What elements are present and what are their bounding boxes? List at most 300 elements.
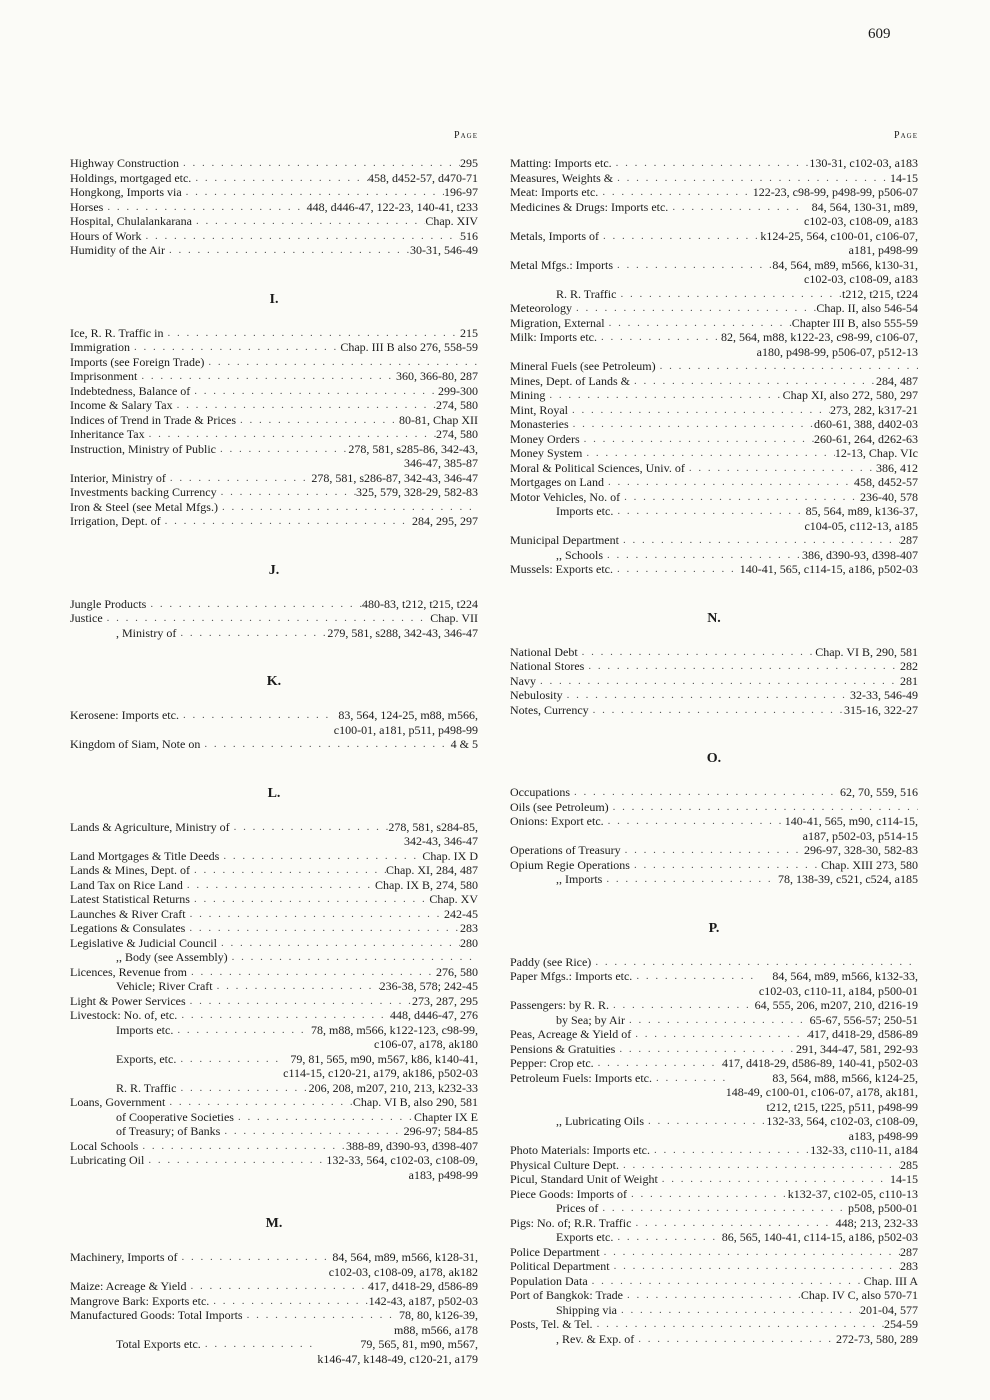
entry-name: Mines, Dept. of Lands & [510, 373, 630, 388]
entry-page-refs: 14-15 [890, 1172, 918, 1186]
leader-dots [629, 1013, 810, 1028]
leader-dots [572, 403, 830, 418]
entry-name: National Stores [510, 659, 585, 673]
leader-dots [617, 504, 804, 519]
leader-dots [595, 955, 918, 970]
entry-name: Inheritance Tax [70, 427, 145, 441]
index-entry [510, 287, 918, 302]
leader-dots [224, 1124, 403, 1139]
entry-page-refs: 14-15 [890, 170, 918, 185]
index-entry [70, 708, 478, 737]
entry-page-refs: 62, 70, 559, 516 [840, 785, 918, 799]
leader-dots [617, 562, 740, 577]
entry-name: Operations of Treasury [510, 843, 621, 857]
entry-page-refs: 291, 344-47, 581, 292-93 [796, 1041, 918, 1056]
entry-page-refs: 388-89, d390-93, d398-407 [346, 1138, 478, 1153]
leader-dots [220, 442, 348, 457]
entry-name: Kingdom of Siam, Note on [70, 737, 201, 751]
entry-page-refs: 78, 138-39, c521, c524, a185 [778, 872, 918, 886]
entry-page-refs: 64, 555, 206, m207, 210, d216-19 [754, 998, 918, 1012]
entry-name: Shipping via [556, 1302, 618, 1317]
entry-name: Prices of [556, 1201, 599, 1215]
entry-page-refs: 448; 213, 232-33 [835, 1215, 918, 1230]
index-entry [70, 1023, 478, 1052]
entry-page-refs: Chapter III B, also 555-59 [791, 315, 918, 330]
section-letter: L. [267, 785, 281, 801]
entry-name: of Cooperative Societies [116, 1109, 234, 1124]
entry-name: Medicines & Drugs: Imports etc. [510, 199, 669, 214]
leader-dots [636, 969, 759, 984]
index-entry [510, 301, 918, 316]
index-entry [510, 1274, 918, 1289]
index-entry [70, 1110, 478, 1125]
index-section [510, 156, 918, 577]
entry-name: Imports etc. [116, 1022, 174, 1037]
leader-dots [624, 490, 860, 505]
entry-name: Pepper: Crop etc. [510, 1056, 594, 1070]
entry-name: Occupations [510, 785, 570, 799]
entry-name: National Debt [510, 644, 578, 659]
index-entry [510, 998, 918, 1013]
entry-name: Notes, Currency [510, 702, 589, 717]
index-entry [70, 229, 478, 244]
page-number: 609 [868, 26, 891, 42]
entry-name: Interior, Ministry of [70, 470, 166, 485]
entry-name: Exports etc. [556, 1230, 614, 1244]
index-entry [510, 645, 918, 660]
entry-name: Local Schools [70, 1138, 139, 1153]
index-entry [70, 398, 478, 413]
entry-page-refs: 276, 580 [436, 964, 478, 979]
entry-page-refs: 215 [460, 325, 478, 340]
index-entry [70, 950, 478, 965]
index-entry [510, 1216, 918, 1231]
leader-dots [617, 258, 772, 273]
entry-page-refs: 448, d446-47, 122-23, 140-41, t233 [306, 199, 478, 214]
leader-dots [604, 1245, 900, 1260]
leader-dots [634, 858, 821, 873]
entry-page-refs: 86, 565, 140-41, c114-15, a186, p502-03 [721, 1230, 918, 1244]
entry-name: Legislative & Judicial Council [70, 935, 217, 950]
leader-dots [148, 1153, 326, 1168]
leader-dots [582, 645, 816, 660]
entry-name: Meteorology [510, 301, 572, 315]
entry-page-refs: 274, 580 [436, 398, 478, 412]
leader-dots [689, 461, 876, 476]
entry-page-refs: 285 [900, 1157, 918, 1172]
leader-dots [648, 1114, 766, 1129]
entry-page-refs: 132-33, c110-11, a184 [810, 1143, 918, 1157]
entry-name: Lands & Agriculture, Ministry of [70, 819, 230, 834]
entry-page-refs: 417, d418-29, d586-89 [368, 1279, 478, 1293]
entry-name: Oils (see Petroleum) [510, 799, 609, 814]
leader-dots [186, 185, 444, 200]
entry-page-refs: 287 [900, 1244, 918, 1259]
index-entry [510, 674, 918, 689]
entry-name: Mining [510, 388, 546, 402]
leader-dots [221, 936, 460, 951]
index-entry [70, 1294, 478, 1309]
entry-name: ,, Lubricating Oils [556, 1114, 644, 1128]
leader-dots [141, 369, 396, 384]
index-entry [70, 1008, 478, 1023]
entry-name: Paper Mfgs.: Imports etc. [510, 969, 633, 983]
entry-page-refs: 12-13, Chap. VIc [834, 446, 918, 460]
entry-page-refs: 78, m88, m566, k122-123, c98-99, c106-07, a178, ak180 [311, 1022, 478, 1051]
index-entry [510, 330, 918, 359]
leader-dots [621, 1303, 860, 1318]
leader-dots [180, 1081, 308, 1096]
leader-dots [190, 994, 412, 1009]
entry-page-refs: Chap. VI B, also 290, 581 [352, 1095, 478, 1109]
entry-page-refs: Chap. VI B, 290, 581 [815, 644, 918, 659]
entry-name: Indices of Trend in Trade & Prices [70, 412, 236, 427]
entry-name: Migration, External [510, 315, 605, 330]
leader-dots [616, 156, 810, 171]
entry-name: Vehicle; River Craft [116, 979, 213, 993]
leader-dots [191, 965, 436, 980]
entry-page-refs: 79, 565, 81, m90, m567, k146-47, k148-49, c120-21, a179 [317, 1337, 478, 1366]
leader-dots [620, 287, 842, 302]
index-entry [510, 490, 918, 505]
index-entry [510, 548, 918, 563]
entry-page-refs: 296-97; 584-85 [403, 1124, 478, 1138]
entry-name: Lubricating Oil [70, 1153, 145, 1167]
index-entry [70, 994, 478, 1009]
entry-name: Imports (see Foreign Trade) [70, 354, 205, 369]
entry-name: Imports etc. [556, 504, 614, 518]
entry-name: Moral & Political Sciences, Univ. of [510, 460, 685, 475]
index-entry [70, 907, 478, 922]
leader-dots [194, 384, 438, 399]
index-entry [510, 1013, 918, 1028]
index-entry [510, 359, 918, 374]
entry-name: Mineral Fuels (see Petroleum) [510, 359, 656, 373]
entry-name: Legations & Consulates [70, 921, 186, 935]
leader-dots [634, 374, 876, 389]
entry-name: Meat: Imports etc. [510, 185, 599, 199]
entry-page-refs: 278, 581, s285-86, 342-43, 346-47, 385-87 [348, 441, 478, 470]
entry-name: Kerosene: Imports etc. [70, 708, 179, 722]
entry-name: Manufactured Goods: Total Imports [70, 1308, 243, 1322]
leader-dots [213, 1294, 368, 1309]
entry-page-refs: 142-43, a187, p502-03 [368, 1293, 478, 1308]
page-column-header: Page [454, 130, 478, 141]
entry-page-refs: 132-33, 564, c102-03, c108-09, a183, p498-99 [326, 1153, 478, 1182]
entry-name: Ice, R. R. Traffic in [70, 325, 164, 340]
entry-name: Money System [510, 446, 583, 460]
section-letter: K. [266, 674, 282, 689]
entry-page-refs: 325, 579, 328-29, 582-83 [356, 485, 478, 499]
index-entry [510, 475, 918, 490]
entry-page-refs: k124-25, 564, c100-01, c106-07, a181, p498-99 [760, 228, 918, 257]
index-section [510, 751, 918, 887]
entry-name: Land Mortgages & Title Deeds [70, 848, 220, 863]
entry-name: by Sea; by Air [556, 1012, 625, 1027]
entry-name: Metal Mfgs.: Imports [510, 257, 613, 272]
index-entry [510, 1071, 918, 1115]
index-entry [70, 849, 478, 864]
entry-name: Horses [70, 199, 104, 214]
entry-name: Population Data [510, 1273, 588, 1288]
index-entry [70, 156, 478, 171]
index-entry [510, 403, 918, 418]
index-entry [510, 1259, 918, 1274]
leader-dots [576, 301, 816, 316]
entry-page-refs: 132-33, 564, c102-03, c108-09, a183, p498-99 [766, 1114, 918, 1143]
index-entry [510, 374, 918, 389]
entry-page-refs: 30-31, 546-49 [410, 243, 478, 257]
index-entry [70, 921, 478, 936]
leader-dots [609, 316, 792, 331]
index-entry [70, 597, 478, 612]
leader-dots [234, 820, 389, 835]
index-entry [510, 1317, 918, 1332]
entry-page-refs: 274, 580 [436, 427, 478, 441]
page-column-header: Page [894, 130, 918, 141]
entry-page-refs: Chap XI, also 272, 580, 297 [782, 388, 918, 402]
entry-name: Pigs: No. of; R.R. Traffic [510, 1215, 632, 1230]
leader-dots [134, 340, 340, 355]
entry-name: Highway Construction [70, 156, 179, 170]
index-entry [70, 1124, 478, 1139]
index-entry [510, 785, 918, 800]
entry-name: ,, Body (see Assembly) [116, 950, 228, 964]
index-entry [70, 1308, 478, 1337]
index-entry [510, 872, 918, 887]
entry-name: Pensions & Gratuities [510, 1041, 616, 1056]
index-entry [510, 1187, 918, 1202]
entry-page-refs: Chap. III B also 276, 558-59 [340, 340, 478, 354]
leader-dots [177, 398, 436, 413]
leader-dots [182, 1250, 329, 1265]
entry-page-refs: 242-45 [444, 906, 478, 921]
entry-name: Irrigation, Dept. of [70, 514, 161, 528]
index-entry [510, 1303, 918, 1318]
index-column-right [510, 130, 918, 1380]
index-entry [70, 500, 478, 515]
entry-name: Hospital, Chulalankarana [70, 214, 192, 228]
index-section [510, 921, 918, 1347]
entry-name: Maize: Acreage & Yield [70, 1279, 187, 1293]
entry-page-refs: 122-23, c98-99, p498-99, p506-07 [752, 185, 918, 199]
entry-page-refs: Chap. III A [863, 1273, 918, 1288]
index-section [70, 786, 478, 1183]
leader-dots [623, 533, 900, 548]
entry-name: Paddy (see Rice) [510, 954, 592, 969]
entry-name: Machinery, Imports of [70, 1250, 178, 1264]
entry-name: Passengers: by R. R. [510, 998, 609, 1012]
index-entry [70, 936, 478, 951]
entry-page-refs: t212, t215, t224 [841, 286, 918, 301]
index-entry [510, 1288, 918, 1303]
entry-page-refs: 130-31, c102-03, a183 [809, 156, 918, 170]
entry-page-refs: Chapter IX E [414, 1109, 478, 1124]
leader-dots [107, 200, 306, 215]
index-column-left [70, 130, 478, 1400]
leader-dots [631, 1187, 788, 1202]
leader-dots [149, 427, 436, 442]
entry-page-refs: 140-41, 565, c114-15, a186, p502-03 [739, 562, 918, 576]
entry-page-refs: 140-41, 565, m90, c114-15, a187, p502-03, p514-15 [784, 814, 918, 843]
entry-name: Nebulosity [510, 688, 563, 702]
entry-name: Motor Vehicles, No. of [510, 489, 621, 504]
entry-name: R. R. Traffic [556, 286, 617, 301]
index-entry [510, 1143, 918, 1158]
leader-dots [613, 800, 918, 815]
entry-page-refs: k132-37, c102-05, c110-13 [787, 1186, 918, 1201]
entry-name: Money Orders [510, 431, 580, 446]
leader-dots [619, 1042, 796, 1057]
entry-page-refs: 299-300 [438, 383, 478, 398]
entry-name: Metals, Imports of [510, 228, 599, 243]
entry-name: Mortgages on Land [510, 475, 604, 489]
index-entry [70, 384, 478, 399]
index-entry [510, 316, 918, 331]
index-entry [70, 820, 478, 849]
entry-name: R. R. Traffic [116, 1080, 177, 1095]
leader-dots [608, 814, 785, 829]
leader-dots [183, 156, 460, 171]
entry-name: Mangrove Bark: Exports etc. [70, 1293, 210, 1308]
index-entry [70, 442, 478, 471]
index-entry [70, 243, 478, 258]
index-entry [510, 1332, 918, 1347]
section-letter: O. [706, 751, 722, 766]
index-entry [70, 369, 478, 384]
entry-page-refs: 78, 80, k126-39, m88, m566, a178 [394, 1308, 478, 1337]
index-section [70, 292, 478, 529]
entry-name: Political Department [510, 1259, 610, 1273]
entry-page-refs: 283 [900, 1259, 918, 1273]
leader-dots [177, 1023, 311, 1038]
entry-name: ,, Schools [556, 547, 604, 562]
index-entry [70, 892, 478, 907]
index-entry [510, 1056, 918, 1071]
entry-name: Jungle Products [70, 596, 147, 611]
entry-page-refs: 448, d446-47, 276 [390, 1008, 478, 1022]
index-entry [70, 340, 478, 355]
index-section [70, 156, 478, 258]
index-entry [510, 533, 918, 548]
leader-dots [597, 1317, 884, 1332]
leader-dots [613, 998, 755, 1013]
entry-name: Matting: Imports etc. [510, 156, 612, 170]
entry-name: Humidity of the Air [70, 243, 165, 257]
index-entry [510, 432, 918, 447]
index-entry [70, 1250, 478, 1279]
index-entry [70, 514, 478, 529]
entry-page-refs: 80-81, Chap XII [399, 412, 478, 427]
index-entry [510, 185, 918, 200]
leader-dots [606, 872, 778, 887]
index-section [70, 1216, 478, 1366]
entry-name: Petroleum Fuels: Imports etc. [510, 1070, 652, 1085]
entry-name: Iron & Steel (see Metal Mfgs.) [70, 499, 218, 514]
index-entry [510, 562, 918, 577]
leader-dots [204, 737, 450, 752]
leader-dots [654, 1143, 810, 1158]
leader-dots [584, 432, 814, 447]
entry-name: , Rev. & Exp. of [556, 1331, 635, 1346]
leader-dots [601, 330, 721, 345]
leader-dots [593, 703, 844, 718]
entry-name: Picul, Standard Unit of Weight [510, 1172, 658, 1186]
index-entry [70, 737, 478, 752]
leader-dots [623, 1158, 900, 1173]
entry-page-refs: 4 & 5 [450, 737, 478, 751]
entry-name: Licences, Revenue from [70, 964, 187, 979]
entry-page-refs: d60-61, 388, d402-03 [814, 417, 918, 431]
entry-name: Total Exports etc. [116, 1337, 201, 1351]
entry-page-refs: 83, 564, m88, m566, k124-25, 148-49, c100-01, c106-07, a178, ak181, t212, t215, t225, p511, p498-99 [725, 1070, 918, 1114]
leader-dots [194, 863, 386, 878]
leader-dots [223, 849, 422, 864]
entry-name: Onions: Export etc. [510, 814, 604, 828]
leader-dots [672, 200, 804, 215]
index-entry [70, 185, 478, 200]
index-entry [70, 626, 478, 641]
index-entry [70, 1139, 478, 1154]
entry-page-refs: 273, 282, k317-21 [830, 402, 918, 417]
leader-dots [602, 1201, 848, 1216]
index-entry [510, 800, 918, 815]
entry-page-refs: 386, 412 [876, 460, 918, 475]
index-entry [70, 326, 478, 341]
index-entry [70, 485, 478, 500]
entry-page-refs: 236-38, 578; 242-45 [379, 979, 478, 993]
index-entry [510, 843, 918, 858]
leader-dots [222, 500, 478, 515]
entry-name: Land Tax on Rice Land [70, 877, 183, 892]
leader-dots [625, 843, 804, 858]
entry-page-refs: Chap. XV [429, 892, 478, 906]
leader-dots [208, 355, 478, 370]
entry-page-refs: Chap. IV C, also 570-71 [800, 1288, 918, 1302]
index-entry [510, 171, 918, 186]
entry-page-refs: 279, 581, s288, 342-43, 346-47 [327, 625, 478, 640]
entry-page-refs: 84, 564, 130-31, m89, c102-03, c108-09, a183 [804, 199, 918, 228]
entry-page-refs: 278, 581, s286-87, 342-43, 346-47 [311, 470, 478, 485]
leader-dots [238, 1110, 414, 1125]
leader-dots [194, 892, 429, 907]
index-entry [70, 471, 478, 486]
index-entry [70, 171, 478, 186]
leader-dots [191, 1279, 368, 1294]
entry-name: Peas, Acreage & Yield of [510, 1027, 632, 1041]
leader-dots [165, 514, 412, 529]
entry-name: Indebtedness, Balance of [70, 383, 191, 398]
leader-dots [617, 1230, 721, 1245]
entry-page-refs: 283 [460, 921, 478, 935]
entry-page-refs: 32-33, 546-49 [850, 688, 918, 702]
leader-dots [574, 785, 840, 800]
entry-name: Mussels: Exports etc. [510, 562, 613, 576]
leader-dots [588, 659, 900, 674]
index-entry [70, 979, 478, 994]
index-entry [70, 1081, 478, 1096]
leader-dots [247, 1308, 394, 1323]
index-entry [510, 858, 918, 873]
entry-name: Photo Materials: Imports etc. [510, 1143, 650, 1157]
leader-dots [240, 413, 399, 428]
leader-dots [183, 708, 334, 723]
entry-name: Piece Goods: Imports of [510, 1186, 627, 1201]
leader-dots [660, 359, 918, 374]
entry-page-refs: 282 [900, 659, 918, 673]
entry-name: Light & Power Services [70, 993, 186, 1008]
section-letter: N. [707, 610, 721, 626]
